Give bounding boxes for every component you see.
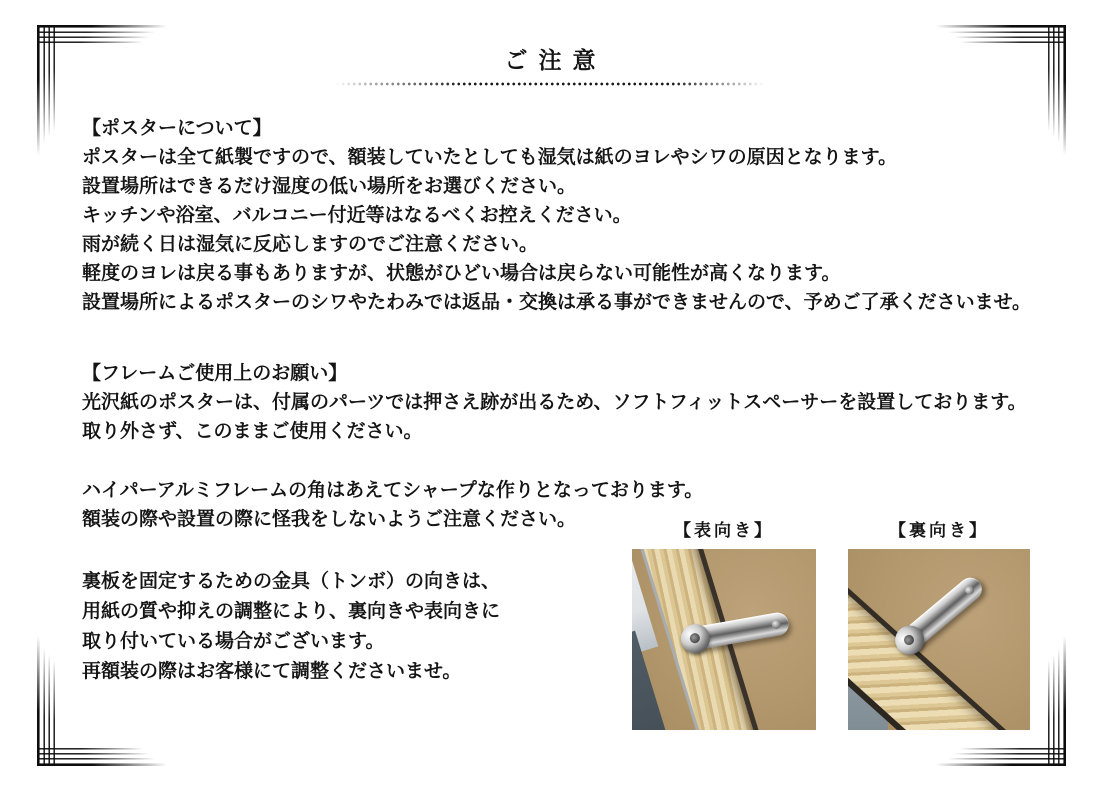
- notice-line: 設置場所はできるだけ湿度の低い場所をお選びください。: [82, 175, 577, 197]
- notice-line: 設置場所によるポスターのシワやたわみでは返品・交換は承る事ができませんので、予めご了承くださいませ。: [82, 291, 1032, 313]
- section-frame-corner: [82, 476, 703, 534]
- section-about-poster: [82, 114, 1031, 317]
- notice-line: 用紙の質や抑えの調整により、裏向きや表向きに: [82, 600, 501, 622]
- clip-screw-hole: [963, 584, 976, 597]
- notice-line: 再額装の際はお客様にて調整くださいませ。: [82, 660, 462, 682]
- notice-line: 軽度のヨレは戻る事もありますが、状態がひどい場合は戻らない可能性が高くなります。: [82, 262, 841, 284]
- notice-line: ポスターは全て紙製ですので、額装していたとしても湿気は紙のヨレやシワの原因となります。: [82, 146, 898, 168]
- metal-clip: [894, 573, 987, 656]
- notice-line: 雨が続く日は湿気に反応しますのでご注意ください。: [82, 233, 539, 255]
- photo-label-back: 【裏向き】: [889, 521, 989, 541]
- photo-label-front: 【表向き】: [674, 521, 774, 541]
- notice-line: ハイパーアルミフレームの角はあえてシャープな作りとなっております。: [82, 479, 704, 501]
- wood-frame-edge: [848, 557, 1030, 730]
- page-title: ご注意: [504, 48, 607, 74]
- section-heading: 【ポスターについて】: [82, 117, 272, 139]
- notice-line: 光沢紙のポスターは、付属のパーツでは押さえ跡が出るため、ソフトフィットスペーサーを設置しております。: [82, 391, 1027, 413]
- notice-line: 額装の際や設置の際に怪我をしないようご注意ください。: [82, 508, 577, 530]
- section-frame-usage: [82, 359, 1027, 446]
- notice-line: 取り付いている場合がございます。: [82, 630, 385, 652]
- photo-clip-front: [632, 549, 816, 730]
- notice-line: 取り外さず、このままご使用ください。: [82, 420, 423, 442]
- section-heading: 【フレームご使用上のお願い】: [82, 362, 348, 384]
- dotted-divider: [335, 81, 765, 87]
- photo-clip-back: [848, 549, 1030, 730]
- clip-screw-hole: [771, 619, 781, 629]
- notice-line: キッチンや浴室、バルコニー付近等はなるべくお控えください。: [82, 204, 632, 226]
- section-clip-direction: [82, 566, 500, 686]
- notice-line: 裏板を固定するための金具（トンボ）の向きは、: [82, 570, 501, 592]
